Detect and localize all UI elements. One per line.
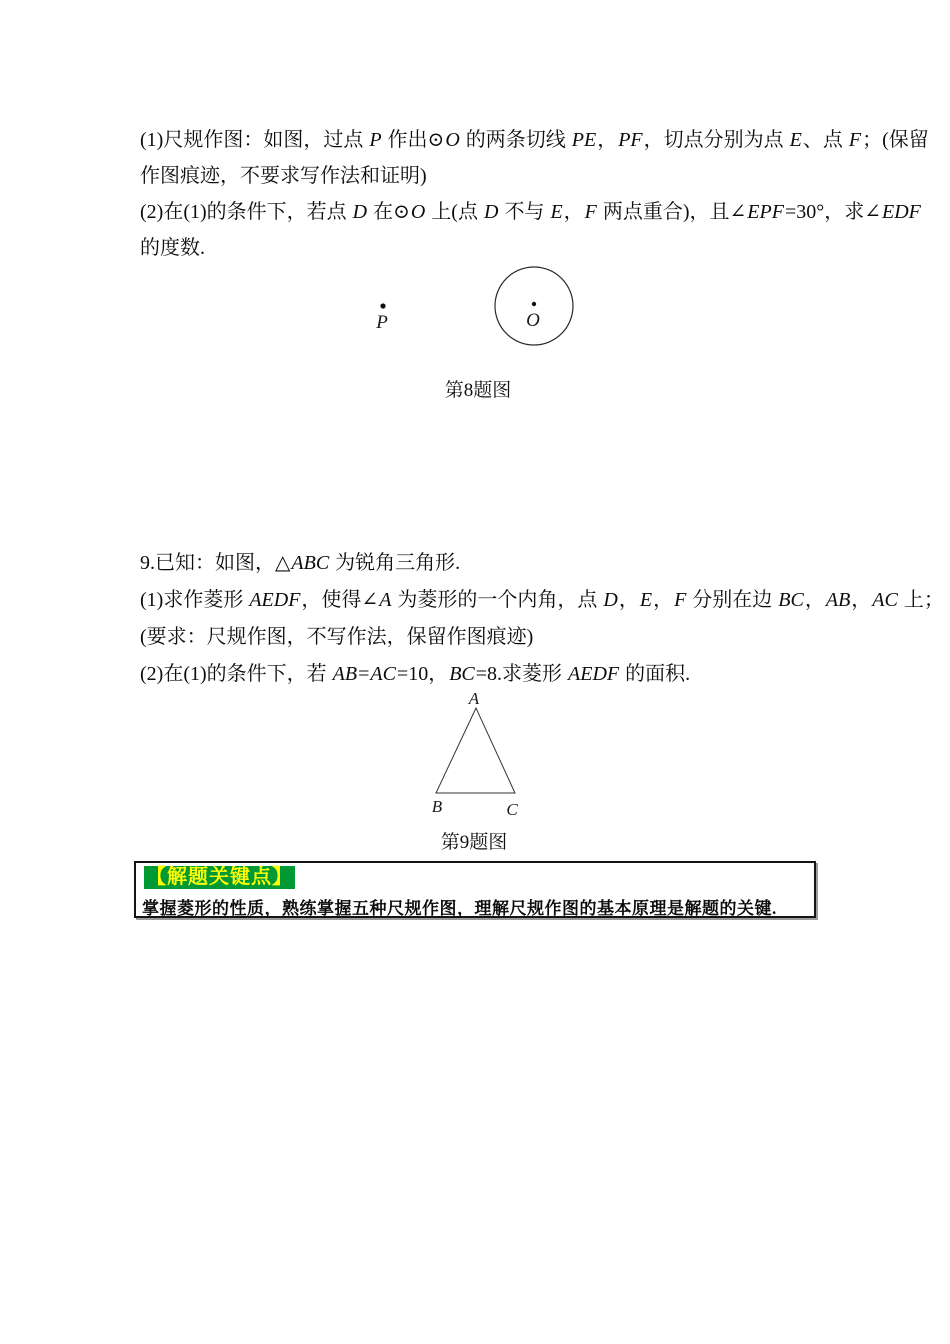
point-p-dot bbox=[380, 303, 385, 308]
center-o-dot bbox=[532, 302, 536, 306]
problem-8-line-4: 的度数. bbox=[140, 237, 205, 259]
figure-9-diagram bbox=[415, 690, 545, 820]
problem-9-text bbox=[140, 545, 944, 693]
figure-8-caption: 第8题图 bbox=[444, 380, 512, 401]
problem-9-line-2: (1)求作菱形 AEDF，使得∠A 为菱形的一个内角，点 D，E，F 分别在边 BC，AB，AC 上； bbox=[140, 589, 944, 611]
vertex-c-label: C bbox=[506, 800, 518, 819]
problem-9-line-4: (2)在(1)的条件下，若 AB=AC=10，BC=8.求菱形 AEDF 的面积. bbox=[140, 663, 691, 685]
problem-8-line-1: (1)尺规作图：如图，过点 P 作出⊙O 的两条切线 PE，PF，切点分别为点 E、点 F；(保留 bbox=[140, 129, 929, 151]
problem-8-line-2: 作图痕迹，不要求写作法和证明) bbox=[140, 165, 427, 187]
triangle-abc bbox=[436, 708, 515, 793]
center-o-label: O bbox=[526, 310, 540, 331]
key-points-header: 【解题关键点】 bbox=[146, 866, 293, 888]
problem-8-text bbox=[140, 122, 929, 266]
point-p-label: P bbox=[376, 312, 388, 333]
key-points-body: 掌握菱形的性质，熟练掌握五种尺规作图，理解尺规作图的基本原理是解题的关键. bbox=[142, 899, 777, 918]
problem-9-line-1: 9.已知：如图，△ABC 为锐角三角形. bbox=[140, 552, 461, 574]
vertex-b-label: B bbox=[431, 797, 443, 816]
figure-8-diagram bbox=[340, 250, 620, 370]
key-points-box bbox=[134, 861, 816, 918]
figure-9-caption: 第9题图 bbox=[440, 832, 508, 853]
problem-9-line-3: (要求：尺规作图，不写作法，保留作图痕迹) bbox=[140, 626, 534, 648]
vertex-a-label: A bbox=[468, 690, 480, 708]
problem-8-line-3: (2)在(1)的条件下，若点 D 在⊙O 上(点 D 不与 E，F 两点重合)，且∠EPF=30°，求∠EDF bbox=[140, 201, 921, 223]
